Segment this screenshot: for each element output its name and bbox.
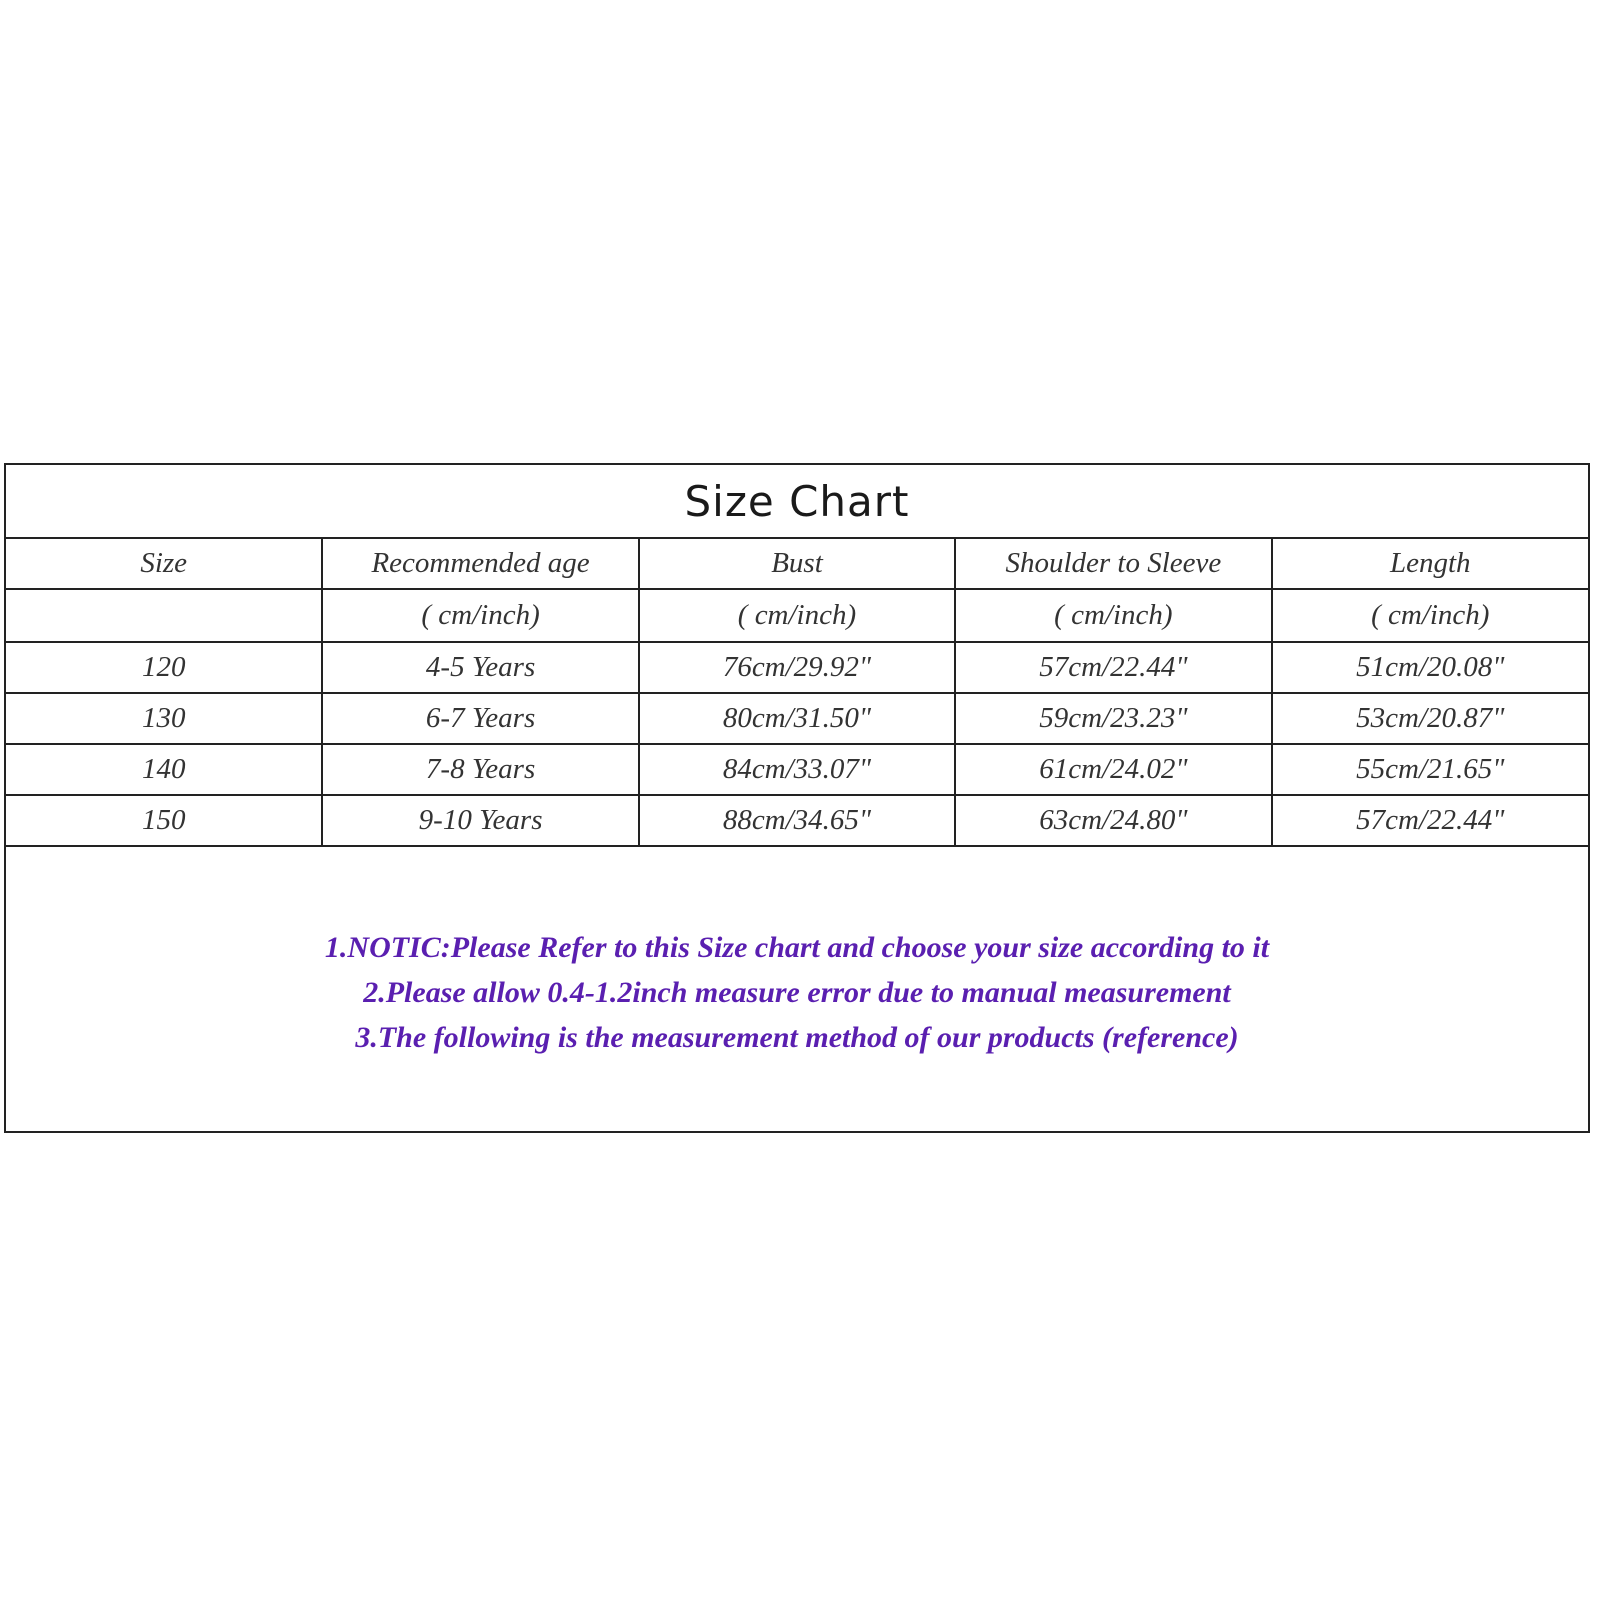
header-cell-length: Length: [1272, 539, 1588, 589]
size-chart: [4, 463, 1590, 1133]
cell-shoulder-to-sleeve: 61cm/24.02": [955, 744, 1271, 795]
unit-cell-bust: ( cm/inch): [639, 589, 955, 642]
cell-shoulder-to-sleeve: 57cm/22.44": [955, 642, 1271, 693]
cell-length: 57cm/22.44": [1272, 795, 1588, 846]
cell-bust: 76cm/29.92": [639, 642, 955, 693]
cell-length: 51cm/20.08": [1272, 642, 1588, 693]
header-cell-size: Size: [6, 539, 322, 589]
cell-size: 130: [6, 693, 322, 744]
table-row: [6, 795, 1588, 846]
header-cell-shoulder-to-sleeve: Shoulder to Sleeve: [955, 539, 1271, 589]
cell-shoulder-to-sleeve: 59cm/23.23": [955, 693, 1271, 744]
note-line: 1.NOTIC:Please Refer to this Size chart and choose your size according to it: [324, 931, 1270, 964]
cell-length: 53cm/20.87": [1272, 693, 1588, 744]
cell-shoulder-to-sleeve: 63cm/24.80": [955, 795, 1271, 846]
cell-size: 140: [6, 744, 322, 795]
chart-title: Size Chart: [6, 465, 1588, 539]
header-cell-bust: Bust: [639, 539, 955, 589]
cell-bust: 84cm/33.07": [639, 744, 955, 795]
notes-section: [6, 925, 1588, 1060]
size-table: [6, 539, 1588, 847]
cell-age: 9-10 Years: [322, 795, 638, 846]
header-cell-recommended-age: Recommended age: [322, 539, 638, 589]
cell-size: 150: [6, 795, 322, 846]
cell-length: 55cm/21.65": [1272, 744, 1588, 795]
unit-cell-length: ( cm/inch): [1272, 589, 1588, 642]
unit-cell-shoulder-to-sleeve: ( cm/inch): [955, 589, 1271, 642]
cell-bust: 88cm/34.65": [639, 795, 955, 846]
unit-cell-recommended-age: ( cm/inch): [322, 589, 638, 642]
unit-row: [6, 589, 1588, 642]
table-row: [6, 642, 1588, 693]
cell-size: 120: [6, 642, 322, 693]
note-line: 2.Please allow 0.4-1.2inch measure error due to manual measurement: [363, 976, 1231, 1009]
cell-age: 6-7 Years: [322, 693, 638, 744]
cell-age: 7-8 Years: [322, 744, 638, 795]
unit-cell-size: [6, 589, 322, 642]
note-line: 3.The following is the measurement method of our products (reference): [355, 1021, 1239, 1054]
table-row: [6, 744, 1588, 795]
cell-bust: 80cm/31.50": [639, 693, 955, 744]
cell-age: 4-5 Years: [322, 642, 638, 693]
table-row: [6, 693, 1588, 744]
header-row: [6, 539, 1588, 589]
